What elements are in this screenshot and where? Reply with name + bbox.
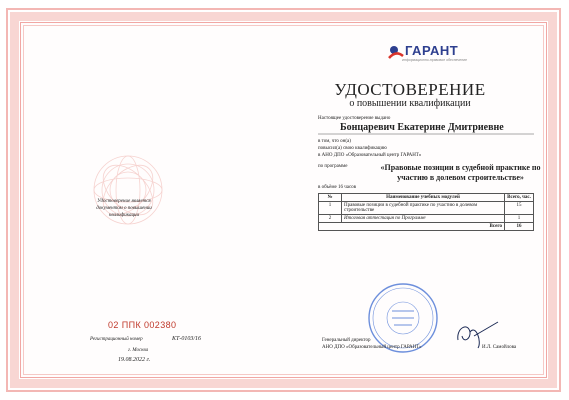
reg-label: Регистрационный номер [90, 337, 143, 342]
table-row [319, 215, 534, 223]
certificate-subtitle: о повышении квалификации [349, 98, 471, 109]
issued-line: Настоящее удостоверение выдано [318, 116, 391, 121]
modules-table [318, 193, 534, 231]
reg-value: КТ-0103/16 [172, 336, 201, 342]
document-note: Удостоверение является документом о повышении квалификации [96, 199, 152, 218]
table-header-row [319, 194, 534, 202]
total-label: Всего [342, 223, 505, 231]
signatory-name: И.Л. Самойлова [482, 345, 517, 350]
hours-line: в объёме 16 часов [318, 185, 357, 190]
row-num: 1 [319, 202, 342, 215]
row-hours: 1 [505, 215, 534, 223]
signatory-org: АНО ДПО «Образовательный центр ГАРАНТ» [322, 345, 422, 350]
city: г. Москва [128, 348, 149, 353]
table-total-row [319, 223, 534, 231]
total-hours: 16 [505, 223, 534, 231]
signature-mark [452, 318, 502, 354]
recipient-name: Бонцаревич Екатерине Дмитриевне [340, 122, 504, 133]
certificate-title: УДОСТОВЕРЕНИЕ [334, 80, 486, 99]
organization-line: в АНО ДПО «Образовательный центр ГАРАНТ» [318, 153, 422, 158]
logo-text: ГАРАНТ [405, 43, 459, 58]
row-hours: 15 [505, 202, 534, 215]
header-hours: Всего, час. [505, 194, 534, 202]
registration-number: 02 ППК 002380 [108, 320, 177, 330]
row-num: 2 [319, 215, 342, 223]
that-line: в том, что он(а) [318, 139, 351, 144]
official-stamp [366, 281, 440, 355]
issue-date: 19.08.2022 г. [118, 357, 151, 363]
row-name: Правовые позиции в судебной практике по участию в долевом строительстве [342, 202, 505, 215]
program-title: «Правовые позиции в судебной практике по участию в долевом строительстве» [380, 163, 541, 182]
row-name: Итоговая аттестация по Программе [342, 215, 505, 223]
logo-subtitle: информационно-правовое обеспечение [402, 58, 468, 62]
header-num: № [319, 194, 342, 202]
table-row [319, 202, 534, 215]
header-name: Наименование учебных модулей [342, 194, 505, 202]
improved-line: повысил(а) свою квалификацию [318, 146, 387, 151]
program-prefix: по программе [318, 164, 348, 169]
name-underline [318, 133, 534, 135]
signatory-position: Генеральный директор [322, 338, 371, 343]
